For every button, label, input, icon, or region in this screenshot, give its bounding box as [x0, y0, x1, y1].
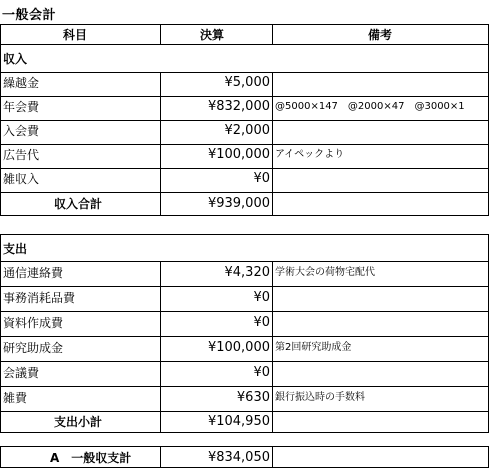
income-row-amount: ¥0 [253, 171, 270, 186]
amount-header: 決算 [200, 28, 225, 42]
expense-row-amount: ¥0 [253, 365, 270, 380]
expense-row-label: 資料作成費 [3, 316, 64, 330]
row-rule [0, 168, 489, 169]
column-rule [160, 446, 161, 468]
income-row-note: @5000×147 @2000×47 @3000×1 [275, 101, 465, 112]
table-top-rule [0, 24, 489, 25]
page-title: 一般会計 [2, 8, 57, 23]
column-rule [0, 24, 1, 45]
table-top-rule [0, 446, 489, 447]
column-rule [272, 446, 273, 468]
income-row-note: アイペックより [275, 149, 345, 160]
row-rule [0, 386, 489, 387]
row-rule [0, 361, 489, 362]
column-rule [488, 24, 489, 45]
column-rule [160, 72, 161, 216]
income-section-label: 収入 [3, 52, 28, 66]
expense-row-amount: ¥630 [236, 390, 270, 405]
block-bottom-rule [0, 432, 489, 433]
column-rule [488, 261, 489, 433]
expense-row-label: 事務消耗品費 [3, 291, 76, 305]
expense-row-amount: ¥0 [253, 315, 270, 330]
table-bottom-rule [0, 467, 489, 468]
expense-row-note: 銀行振込時の手数料 [275, 392, 365, 403]
income-row-label: 年会費 [3, 100, 40, 114]
row-rule [0, 120, 489, 121]
row-rule [0, 311, 489, 312]
row-rule [0, 411, 489, 412]
block-bottom-rule [0, 215, 489, 216]
income-total-amount: ¥939,000 [207, 196, 270, 211]
income-row-label: 雑収入 [3, 172, 40, 186]
income-row-label: 入会費 [3, 124, 40, 138]
income-row-amount: ¥2,000 [224, 123, 270, 138]
subject-header: 科目 [63, 28, 88, 42]
expense-section-label: 支出 [3, 242, 28, 256]
column-rule [0, 446, 1, 468]
expense-total-amount: ¥104,950 [207, 414, 270, 429]
income-row-amount: ¥100,000 [207, 147, 270, 162]
column-rule [272, 72, 273, 216]
expense-row-label: 雑費 [3, 391, 28, 405]
column-rule [160, 261, 161, 433]
row-rule [0, 72, 489, 73]
income-row-amount: ¥832,000 [207, 99, 270, 114]
column-rule [272, 261, 273, 433]
income-row-amount: ¥5,000 [224, 75, 270, 90]
income-total-label: 収入合計 [54, 197, 103, 211]
column-rule [488, 446, 489, 468]
expense-row-label: 通信連絡費 [3, 266, 64, 280]
expense-total-label: 支出小計 [54, 415, 103, 429]
row-rule [0, 261, 489, 262]
expense-row-amount: ¥4,320 [224, 265, 270, 280]
balance-amount: ¥834,050 [207, 450, 270, 465]
row-rule [0, 96, 489, 97]
remarks-header: 備考 [368, 28, 393, 42]
column-rule [0, 261, 1, 433]
expense-row-amount: ¥0 [253, 290, 270, 305]
row-rule [0, 286, 489, 287]
row-rule [0, 336, 489, 337]
balance-label: A 一般収支計 [50, 451, 132, 465]
column-rule [272, 24, 273, 45]
expense-row-note: 第2回研究助成金 [275, 342, 352, 353]
expense-row-label: 研究助成金 [3, 341, 64, 355]
income-row-label: 繰越金 [3, 76, 40, 90]
row-rule [0, 144, 489, 145]
expense-row-amount: ¥100,000 [207, 340, 270, 355]
expense-row-label: 会議費 [3, 366, 40, 380]
column-rule [160, 24, 161, 45]
row-rule [0, 192, 489, 193]
column-rule [488, 72, 489, 216]
income-row-label: 広告代 [3, 148, 40, 162]
column-rule [0, 234, 1, 261]
expense-row-note: 学術大会の荷物宅配代 [275, 267, 375, 278]
column-rule [0, 72, 1, 216]
header-rule [0, 44, 489, 45]
table-top-rule [0, 234, 489, 235]
column-rule [488, 234, 489, 261]
